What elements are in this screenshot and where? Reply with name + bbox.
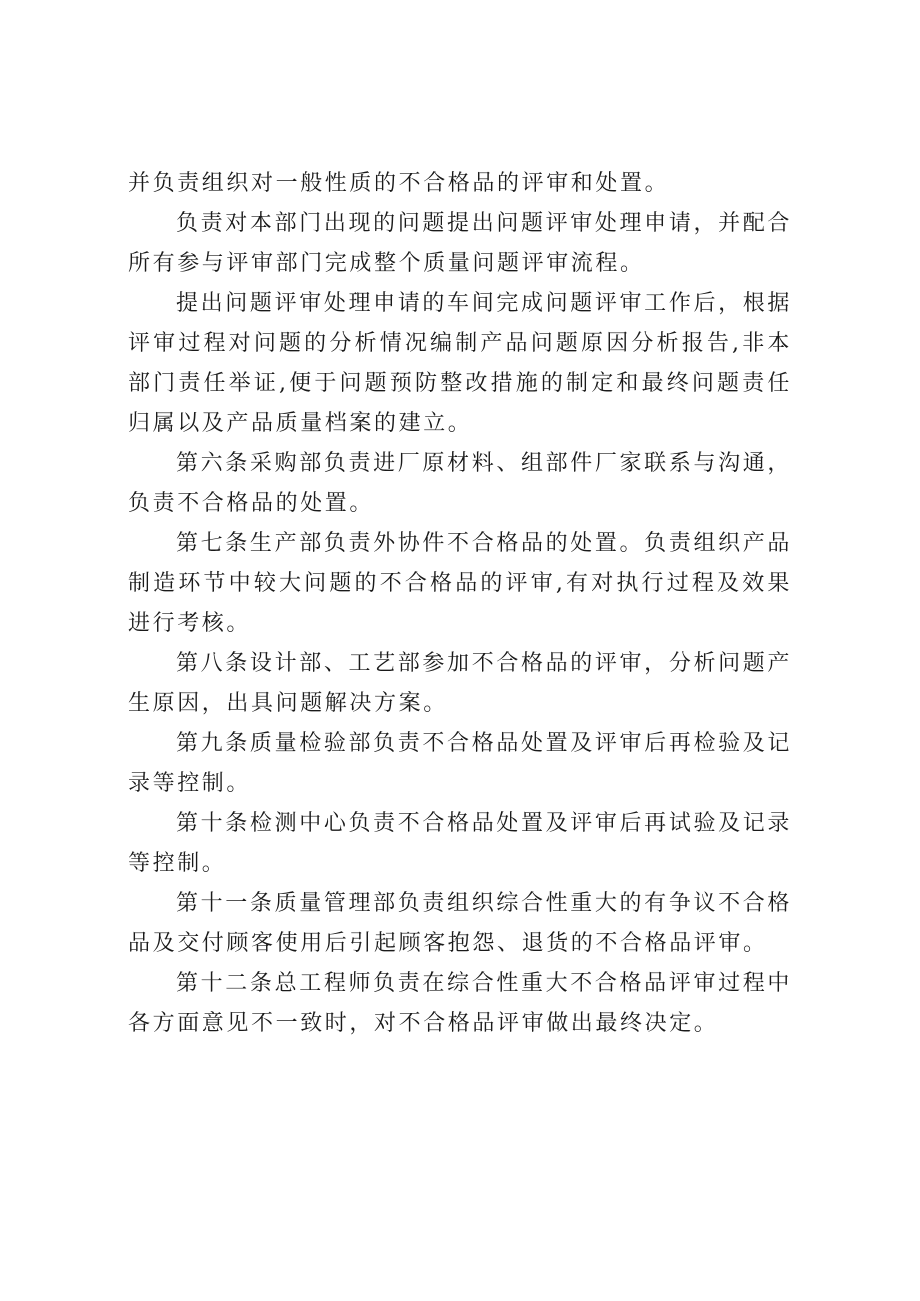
paragraph-article-8: 第八条设计部、工艺部参加不合格品的评审，分析问题产生原因，出具问题解决方案。 [128, 651, 792, 716]
paragraph-article-10: 第十条检测中心负责不合格品处置及评审后再试验及记录等控制。 [128, 811, 792, 876]
paragraph-workshop-report: 提出问题评审处理申请的车间完成问题评审工作后，根据评审过程对问题的分析情况编制产品问题原因分析报告,非本部门责任举证,便于问题预防整改措施的制定和最终问题责任归属以及产品质量档案的建立。 [128, 291, 792, 436]
paragraph-article-6: 第六条采购部负责进厂原材料、组部件厂家联系与沟通，负责不合格品的处置。 [128, 451, 792, 516]
paragraph-article-7: 第七条生产部负责外协件不合格品的处置。负责组织产品制造环节中较大问题的不合格品的评审,有对执行过程及效果进行考核。 [128, 531, 792, 636]
paragraph-continuation: 并负责组织对一般性质的不合格品的评审和处置。 [128, 171, 670, 196]
paragraph-article-12: 第十二条总工程师负责在综合性重大不合格品评审过程中各方面意见不一致时，对不合格品评审做出最终决定。 [128, 971, 792, 1036]
paragraph-article-9: 第九条质量检验部负责不合格品处置及评审后再检验及记录等控制。 [128, 731, 792, 796]
paragraph-article-11: 第十一条质量管理部负责组织综合性重大的有争议不合格品及交付顾客使用后引起顾客抱怨、退货的不合格品评审。 [128, 891, 792, 956]
paragraph-department-responsibility: 负责对本部门出现的问题提出问题评审处理申请，并配合所有参与评审部门完成整个质量问题评审流程。 [128, 211, 792, 276]
document-body [128, 164, 792, 1044]
